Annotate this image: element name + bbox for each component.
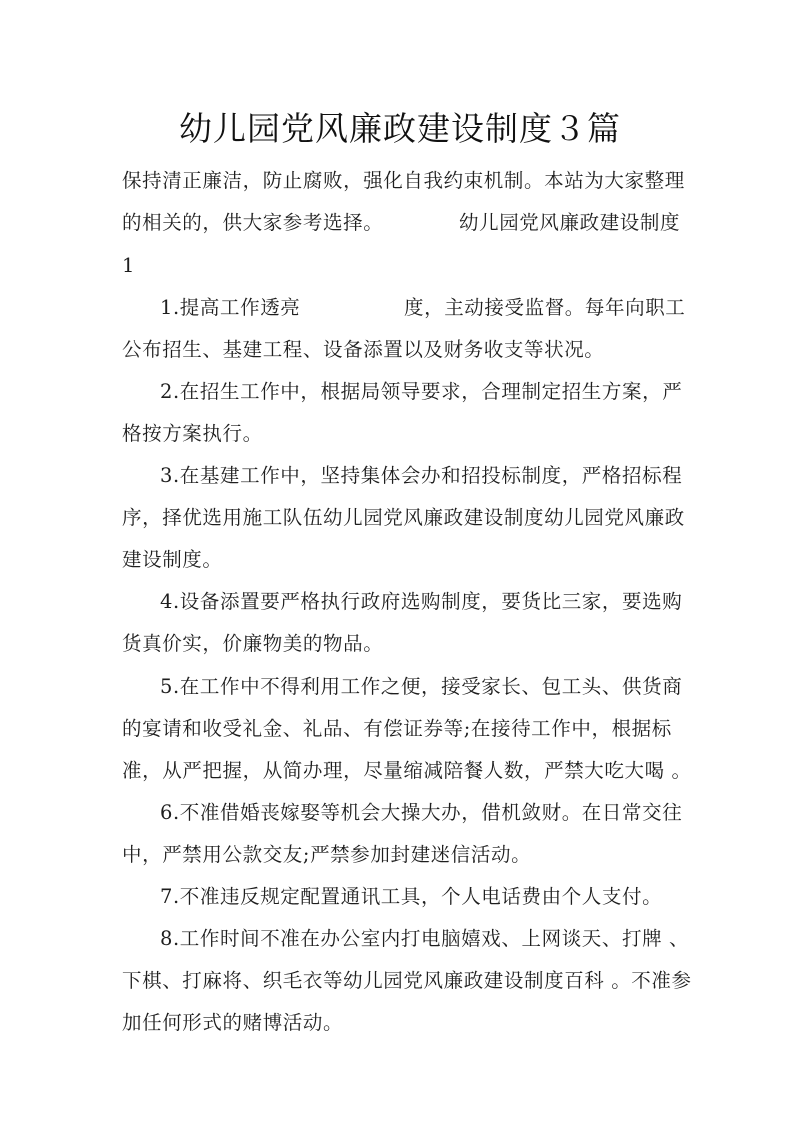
item-2-line-1: 2.在招生工作中，根据局领导要求，合理制定招生方案，严 [160, 380, 683, 403]
item-5-line-3: 准，从严把握，从简办理，尽量缩减陪餐人数，严禁大吃大喝 。 [122, 759, 692, 782]
item-3-line-1: 3.在基建工作中，坚持集体会办和招投标制度，严格招标程 [160, 464, 683, 487]
item-1-line-1-part-1: 1.提高工作透亮 [160, 296, 301, 319]
item-8-line-3: 加任何形式的赌博活动。 [122, 1011, 344, 1034]
item-8-line-1: 8.工作时间不准在办公室内打电脑嬉戏、上网谈天、打牌 、 [160, 927, 690, 950]
item-3-line-3: 建设制度。 [122, 548, 223, 571]
item-8-line-2: 下棋、打麻将、织毛衣等幼儿园党风廉政建设制度百科 。不准参 [122, 969, 692, 992]
item-4-line-1: 4.设备添置要严格执行政府选购制度，要货比三家，要选购 [160, 590, 683, 613]
item-6-line-1: 6.不准借婚丧嫁娶等机会大操大办，借机敛财。在日常交往 [160, 801, 683, 824]
item-4-line-2: 货真价实，价廉物美的物品。 [122, 632, 384, 655]
item-5-line-2: 的宴请和收受礼金、礼品、有偿证券等;在接待工作中，根据标 [122, 717, 672, 740]
document-title: 幼儿园党风廉政建设制度３篇 [179, 109, 621, 148]
item-1-line-1-part-2: 度，主动接受监督。每年向职工 [404, 296, 686, 319]
intro-line-2-right: 幼儿园党风廉政建设制度 [459, 211, 681, 234]
intro-line-1: 保持清正廉洁，防止腐败，强化自我约束机制。本站为大家整理 [122, 169, 685, 192]
intro-line-3: 1 [122, 254, 136, 277]
intro-line-2-left: 的相关的，供大家参考选择。 [122, 211, 384, 234]
item-2-line-2: 格按方案执行。 [122, 422, 263, 445]
item-1-line-2: 公布招生、基建工程、设备添置以及财务收支等状况。 [122, 338, 605, 361]
item-3-line-2: 序，择优选用施工队伍幼儿园党风廉政建设制度幼儿园党风廉政 [122, 506, 685, 529]
item-7-line-1: 7.不准违反规定配置通讯工具，个人电话费由个人支付。 [160, 885, 663, 908]
item-6-line-2: 中，严禁用公款交友;严禁参加封建迷信活动。 [122, 843, 532, 866]
item-5-line-1: 5.在工作中不得利用工作之便，接受家长、包工头、供货商 [160, 675, 683, 698]
